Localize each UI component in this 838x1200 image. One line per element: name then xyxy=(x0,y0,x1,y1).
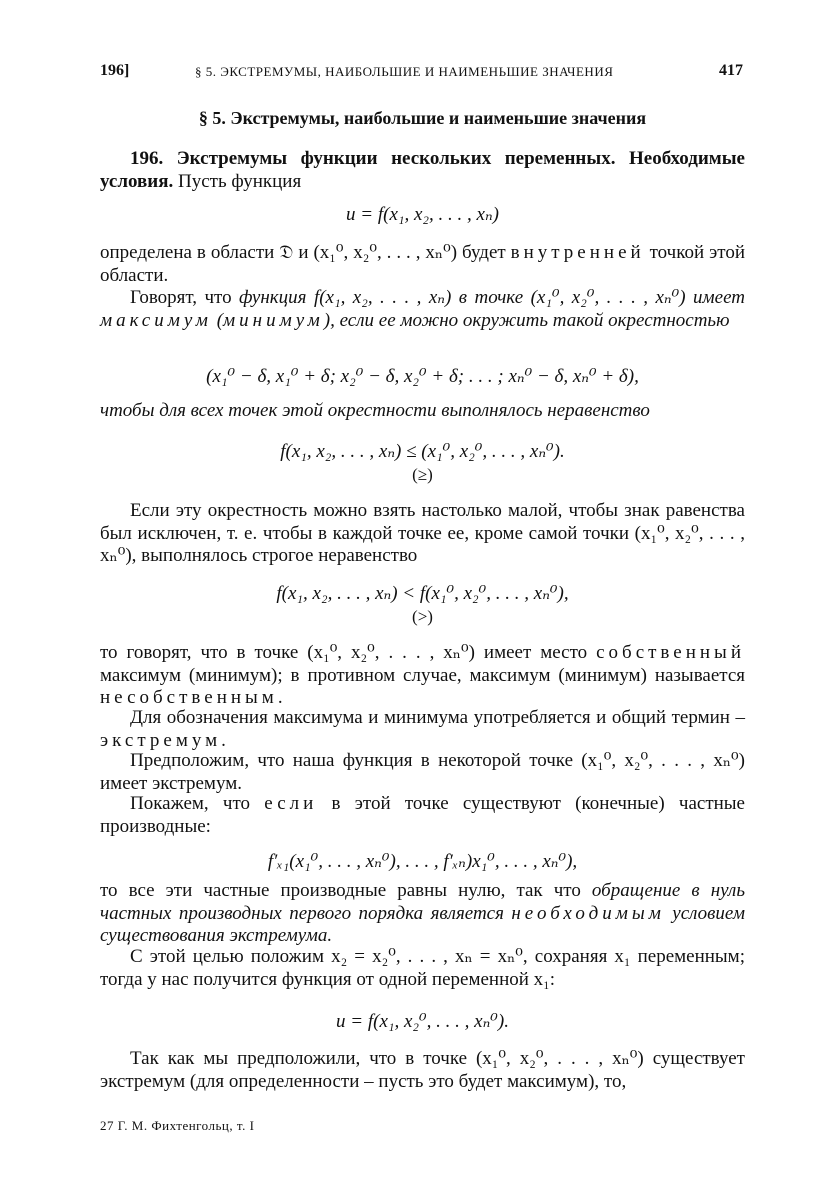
spaced-term: минимум xyxy=(223,309,324,331)
header-title: § 5. ЭКСТРЕМУМЫ, НАИБОЛЬШИЕ И НАИМЕНЬШИЕ ЗНАЧЕНИЯ xyxy=(195,64,614,79)
text-run: то все эти частные производные равны нулю, так что xyxy=(100,880,592,901)
spaced-term: необходимым xyxy=(511,902,665,924)
text-run: определена в области 𝔇 и (x₁⁰, x₂⁰, . . . , xₙ⁰) будет xyxy=(100,242,511,263)
text-run: точкой этой области. xyxy=(100,242,745,286)
text-run: в этой точке существуют (конечные) частные производные: xyxy=(100,793,745,837)
italic-run: условием существования экстремума. xyxy=(100,902,745,946)
paragraph-show xyxy=(100,793,745,838)
paragraph-definition xyxy=(100,287,745,332)
spaced-term: собственный xyxy=(596,642,745,663)
formula-inequality: f(x₁, x₂, . . . , xₙ) ≤ (x₁⁰, x₂⁰, . . . , xₙ⁰). xyxy=(280,441,565,462)
paragraph-proper xyxy=(100,642,745,710)
paragraph-strict: Если эту окрестность можно взять настолько малой, чтобы знак равенства был исключен, т. е. чтобы в каждой точке ее, кроме самой точки (x₁⁰, x₂⁰, . . . , xₙ⁰), выполнялось строгое неравенство xyxy=(100,500,745,566)
text-run: то говорят, что в точке (x₁⁰, x₂⁰, . . . , xₙ⁰) имеет место xyxy=(100,642,597,663)
text-run: Для обозначения максимума и минимума употребляется и общий термин – xyxy=(130,707,745,728)
intro-text: Пусть функция xyxy=(173,170,302,192)
italic-run: ), если ее можно окружить такой окрестностью xyxy=(323,309,730,331)
spaced-term: экстремум xyxy=(100,729,222,751)
spaced-term: внутренней xyxy=(510,242,645,263)
text-run: Говорят, что xyxy=(130,287,240,308)
text-run: максимум (минимум); в противном случае, максимум (минимум) называется xyxy=(100,664,745,686)
text-run: . xyxy=(277,687,283,708)
text-run: Покажем, что xyxy=(130,793,265,814)
italic-run: ( xyxy=(211,309,224,331)
text-run: . xyxy=(221,729,226,751)
italic-run: функция f(x₁, x₂, . . . , xₙ) в точке (x₁⁰, x₂⁰, . . . , xₙ⁰) имеет xyxy=(239,287,745,308)
formula-strict-inequality-alt: (>) xyxy=(412,607,433,626)
paragraph-domain xyxy=(100,242,745,287)
page-number: 417 xyxy=(719,62,743,79)
paragraph-suppose: Предположим, что наша функция в некоторой точке (x₁⁰, x₂⁰, . . . , xₙ⁰) имеет экстремум. xyxy=(100,750,745,794)
formula-single-variable: u = f(x₁, x₂⁰, . . . , xₙ⁰). xyxy=(336,1011,509,1032)
spaced-term: несобственным xyxy=(100,687,278,708)
section-title: § 5. Экстремумы, наибольшие и наименьшие значения xyxy=(198,108,647,128)
footer-signature: 27 Г. М. Фихтенгольц, т. I xyxy=(100,1118,255,1133)
formula-strict-inequality: f(x₁, x₂, . . . , xₙ) < f(x₁⁰, x₂⁰, . . . , xₙ⁰), xyxy=(276,583,569,604)
formula-neighborhood: (x₁⁰ − δ, x₁⁰ + δ; x₂⁰ − δ, x₂⁰ + δ; . . . ; xₙ⁰ − δ, xₙ⁰ + δ), xyxy=(206,366,639,387)
paragraph-assume-max: Так как мы предположили, что в точке (x₁⁰, x₂⁰, . . . , xₙ⁰) существует экстремум (для определенности – пусть это будет максимум), то, xyxy=(100,1048,745,1092)
paragraph-condition: чтобы для всех точек этой окрестности выполнялось неравенство xyxy=(100,400,650,421)
spaced-term: максимум xyxy=(100,309,212,331)
formula-function: u = f(x₁, x₂, . . . , xₙ) xyxy=(346,204,499,225)
spaced-term: если xyxy=(264,793,318,814)
paragraph-extremum-term xyxy=(100,707,745,752)
formula-inequality-alt: (≥) xyxy=(412,465,433,484)
formula-partial-derivatives: f′ₓ₁(x₁⁰, . . . , xₙ⁰), . . . , f′ₓₙ)x₁⁰, . . . , xₙ⁰), xyxy=(267,851,578,872)
paragraph-substitution: С этой целью положим x₂ = x₂⁰, . . . , xₙ = xₙ⁰, сохраняя x₁ переменным; тогда у нас получится функция от одной переменной x₁: xyxy=(100,946,745,990)
paragraph-necessary xyxy=(100,880,745,948)
italic-run: обращение в нуль частных производных первого порядка является xyxy=(100,880,745,924)
article-heading: 196. Экстремумы функции нескольких переменных. Необходимые условия. xyxy=(100,148,745,192)
header-article-number: 196] xyxy=(100,62,130,79)
running-header xyxy=(100,62,745,86)
paragraph-intro xyxy=(100,148,745,193)
book-page xyxy=(100,0,745,1200)
